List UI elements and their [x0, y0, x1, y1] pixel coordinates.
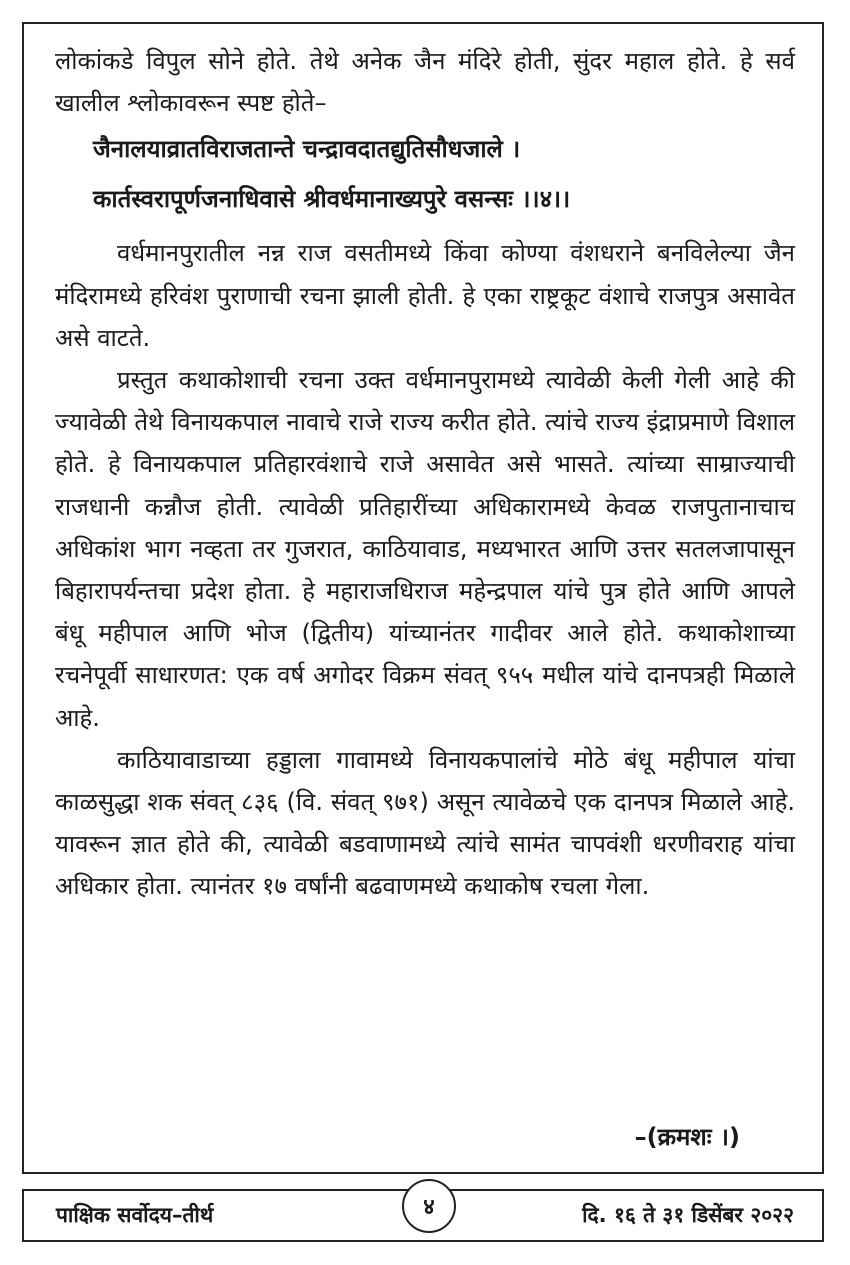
page-footer	[22, 1189, 824, 1242]
intro-paragraph: लोकांकडे विपुल सोने होते. तेथे अनेक जैन मंदिरे होती, सुंदर महाल होते. हे सर्व खालील श्लोकावरून स्पष्ट होते–	[55, 47, 795, 118]
body-paragraph-1: वर्धमानपुरातील नन्न राज वसतीमध्ये किंवा कोण्या वंशधराने बनविलेल्या जैन मंदिरामध्ये हरिवंश पुराणाची रचना झाली होती. हे एका राष्ट्रकूट वंशाचे राजपुत्र असावेत असे वाटते.	[55, 239, 795, 352]
page-number: ४	[402, 1179, 456, 1233]
verse-line-1: जैनालयाव्रातविराजतान्ते चन्द्रावदातद्युतिसौधजाले ।	[93, 135, 521, 164]
article-body	[55, 40, 795, 908]
body-paragraph-2: प्रस्तुत कथाकोशाची रचना उक्त वर्धमानपुरामध्ये त्यावेळी केली गेली आहे की ज्यावेळी तेथे विनायकपाल नावाचे राजे राज्य करीत होते. त्यांचे राज्य इंद्राप्रमाणे विशाल होते. हे विनायकपाल प्रतिहारवंशाचे राजे असावेत असे भासते. त्यांच्या साम्राज्याची राजधानी कन्नौज होती. त्यावेळी प्रतिहारींच्या अधिकारामध्ये केवळ राजपुतानाचाच अधिकांश भाग नव्हता तर गुजरात, काठियावाड, मध्यभारत आणि उत्तर सतलजापासून बिहारापर्यन्तचा प्रदेश होता. हे महाराजधिराज महेन्द्रपाल यांचे पुत्र होते आणि आपले बंधू महीपाल आणि भोज (द्वितीय) यांच्यानंतर गादीवर आले होते. कथाकोशाच्या रचनेपूर्वी साधारणत: एक वर्ष अगोदर विक्रम संवत् ९५५ मधील यांचे दानपत्रही मिळाले आहे.	[55, 366, 795, 732]
verse-line-2: कार्तस्वरापूर्णजनाधिवासे श्रीवर्धमानाख्यपुरे वसन्सः ।।४।।	[93, 185, 571, 214]
issue-date: दि. १६ ते ३१ डिसेंबर २०२२	[582, 1203, 794, 1227]
continued-marker: –(क्रमशः ।)	[634, 1123, 740, 1151]
body-paragraph-3: काठियावाडाच्या हड्डाला गावामध्ये विनायकपालांचे मोठे बंधू महीपाल यांचा काळसुद्धा शक संवत् ८३६ (वि. संवत् ९७१) असून त्यावेळचे एक दानपत्र मिळाले आहे. यावरून ज्ञात होते की, त्यावेळी बडवाणामध्ये त्यांचे सामंत चापवंशी धरणीवराह यांचा अधिकार होता. त्यानंतर १७ वर्षांनी बढवाणमध्ये कथाकोष रचला गेला.	[55, 745, 795, 901]
publication-name: पाक्षिक सर्वोदय–तीर्थ	[56, 1203, 214, 1227]
